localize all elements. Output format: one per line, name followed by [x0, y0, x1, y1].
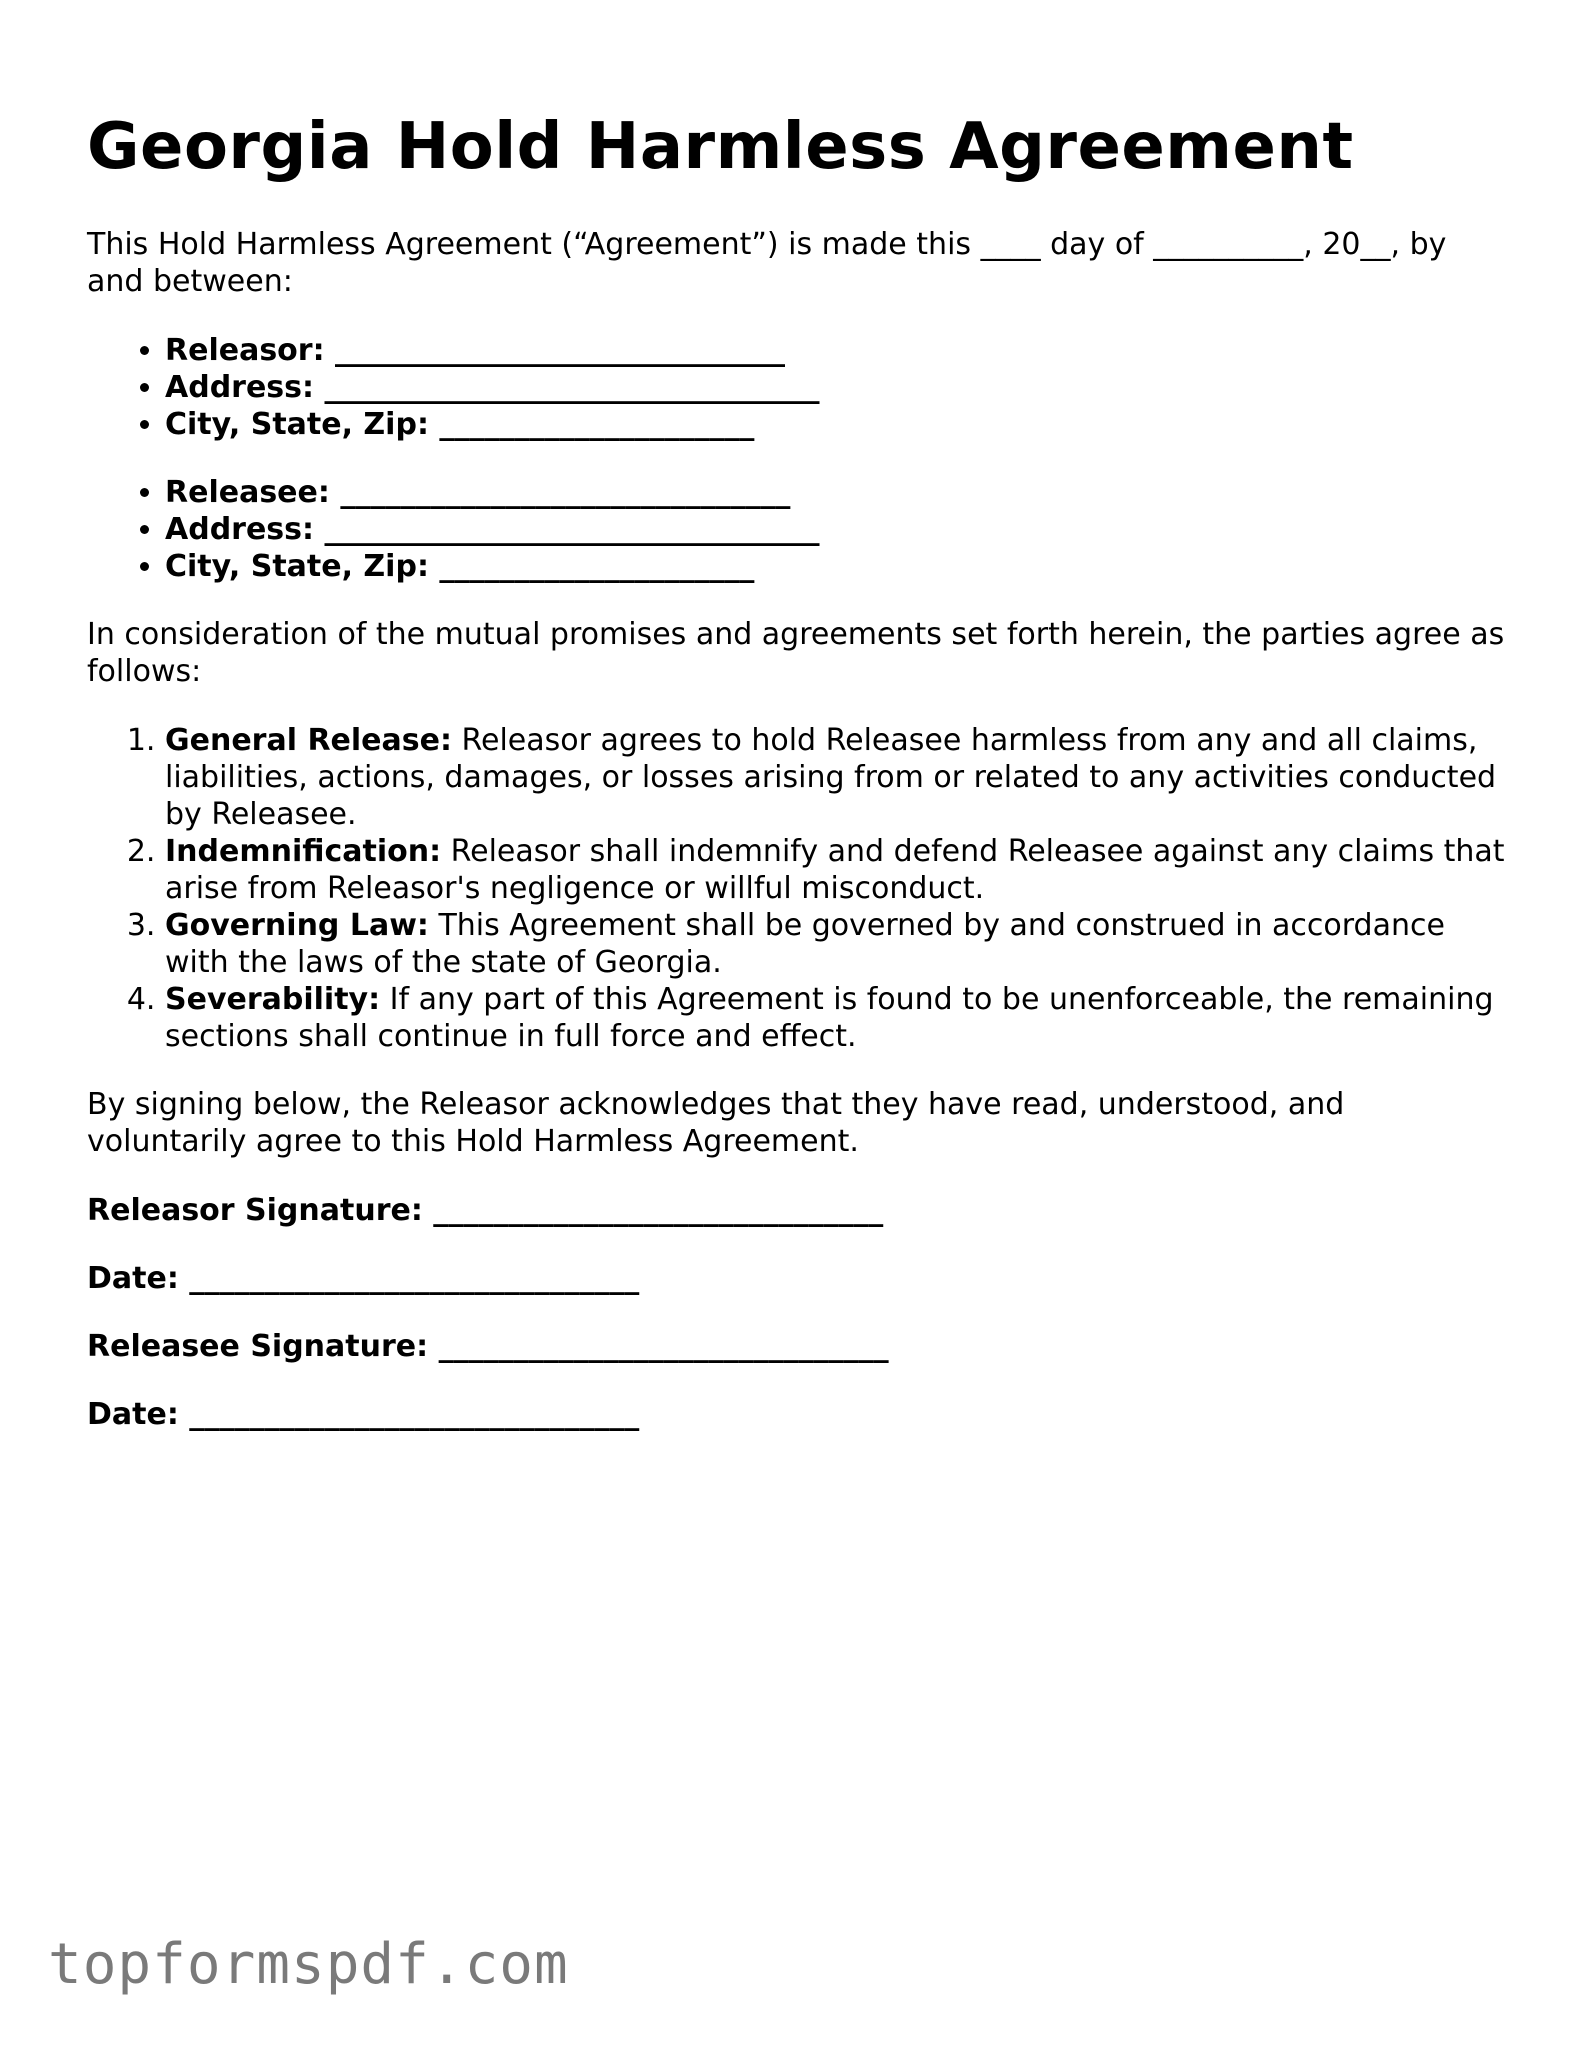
releasor-name-field: • Releasor: ______________________________ — [165, 332, 1507, 369]
releasor-date-line: Date: ______________________________ — [87, 1261, 640, 1296]
releasee-address-field: • Address: _________________________________ — [165, 511, 1507, 548]
intro-paragraph: This Hold Harmless Agreement (“Agreement”) is made this ____ day of __________, 20__, by and between: — [87, 227, 1447, 299]
consideration-paragraph: In consideration of the mutual promises and agreements set forth herein, the parties agree as follows: — [87, 617, 1505, 689]
document-title: Georgia Hold Harmless Agreement — [87, 110, 1354, 184]
site-watermark: topformspdf.com — [48, 1932, 569, 1997]
acknowledgment-paragraph: By signing below, the Releasor acknowledges that they have read, understood, and voluntarily agree to this Hold Harmless Agreement. — [87, 1087, 1345, 1159]
releasee-name-field: • Releasee: ______________________________ — [165, 474, 1507, 511]
clause-general-release: 1. General Release: Releasor agrees to hold Releasee harmless from any and all claims, liabilities, actions, damages, or losses arising from or related to any activities conducted by Releasee. — [165, 722, 1507, 833]
releasee-fields-list — [87, 474, 1507, 585]
releasee-signature-line: Releasee Signature: ______________________________ — [87, 1329, 889, 1364]
clauses-list — [87, 722, 1507, 1055]
releasor-address-field: • Address: _________________________________ — [165, 369, 1507, 406]
releasee-city-state-zip-field: • City, State, Zip: _____________________ — [165, 548, 1507, 585]
clause-severability: 4. Severability: If any part of this Agreement is found to be unenforceable, the remaining sections shall continue in full force and effect. — [165, 981, 1507, 1055]
releasor-signature-line: Releasor Signature: ______________________________ — [87, 1193, 884, 1228]
releasor-fields-list — [87, 332, 1507, 443]
clause-governing-law: 3. Governing Law: This Agreement shall be governed by and construed in accordance with the laws of the state of Georgia. — [165, 907, 1507, 981]
clause-indemnification: 2. Indemnification: Releasor shall indemnify and defend Releasee against any claims that arise from Releasor's negligence or willful misconduct. — [165, 833, 1507, 907]
releasor-city-state-zip-field: • City, State, Zip: _____________________ — [165, 406, 1507, 443]
releasee-date-line: Date: ______________________________ — [87, 1397, 640, 1432]
